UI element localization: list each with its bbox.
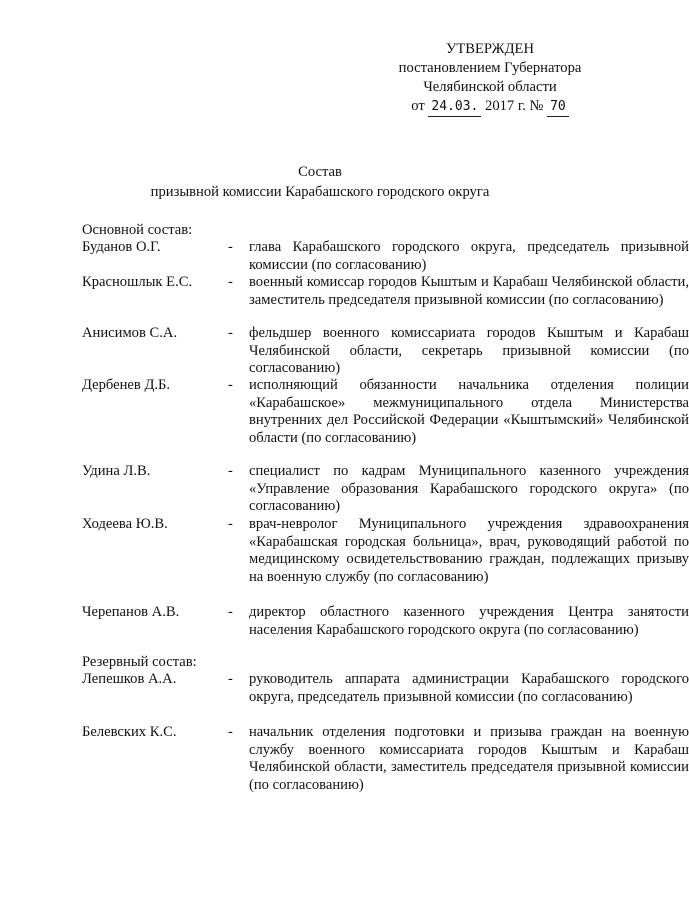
member-dash: - xyxy=(228,463,233,479)
approval-date-line xyxy=(380,97,600,117)
member-name: Ходеева Ю.В. xyxy=(82,516,168,532)
member-name: Черепанов А.В. xyxy=(82,604,180,620)
member-role: врач-невролог Муниципального учреждения здравоохранения «Карабашская городская больница», врач, руководящий работой по медицинскому освидетельствованию граждан, подлежащих призыву на военную службу (по согласованию) xyxy=(249,516,689,585)
approval-line-3: Челябинской области xyxy=(423,79,557,95)
member-dash: - xyxy=(228,604,233,620)
date-prefix: от xyxy=(411,98,425,114)
approval-heading: УТВЕРЖДЕН xyxy=(446,41,534,57)
main-section-label: Основной состав: xyxy=(82,222,193,238)
approval-line-2: постановлением Губернатора xyxy=(398,60,582,76)
document-title xyxy=(0,162,640,202)
member-name: Удина Л.В. xyxy=(82,463,151,479)
member-role: руководитель аппарата администрации Карабашского городского округа, председатель призывной комиссии (по согласованию) xyxy=(249,671,689,705)
member-name: Белевских К.С. xyxy=(82,724,177,740)
approval-stamp xyxy=(380,40,600,117)
member-dash: - xyxy=(228,724,233,740)
title-line-2: призывной комиссии Карабашского городского округа xyxy=(150,184,490,200)
member-name: Лепешков А.А. xyxy=(82,671,177,687)
member-dash: - xyxy=(228,239,233,255)
member-role: глава Карабашского городского округа, председатель призывной комиссии (по согласованию) xyxy=(249,239,689,273)
member-dash: - xyxy=(228,671,233,687)
member-dash: - xyxy=(228,377,233,393)
date-value: 24.03. xyxy=(428,97,481,117)
member-role: специалист по кадрам Муниципального казенного учреждения «Управление образования Карабашского городского округа» (по согласованию) xyxy=(249,463,689,514)
member-name: Анисимов С.А. xyxy=(82,325,178,341)
member-role: директор областного казенного учреждения Центра занятости населения Карабашского городского округа (по согласованию) xyxy=(249,604,689,638)
decree-number: 70 xyxy=(547,97,569,117)
member-role: исполняющий обязанности начальника отделения полиции «Карабашское» межмуниципального отдела Министерства внутренних дел Российской Федерации «Кыштымский» Челябинской области (по согласованию) xyxy=(249,377,689,446)
member-name: Дербенев Д.Б. xyxy=(82,377,171,393)
member-role: фельдшер военного комиссариата городов Кыштым и Карабаш Челябинской области, секретарь призывной комиссии (по согласованию) xyxy=(249,325,689,376)
title-line-1: Состав xyxy=(298,164,342,180)
member-dash: - xyxy=(228,274,233,290)
date-suffix: 2017 г. № xyxy=(485,98,544,114)
member-role: начальник отделения подготовки и призыва граждан на военную службу военного комиссариата городов Кыштым и Карабаш Челябинской области, заместитель председателя призывной комиссии (по согласованию) xyxy=(249,724,689,793)
member-name: Буданов О.Г. xyxy=(82,239,161,255)
member-dash: - xyxy=(228,516,233,532)
member-role: военный комиссар городов Кыштым и Карабаш Челябинской области, заместитель председателя призывной комиссии (по согласованию) xyxy=(249,274,689,308)
reserve-section-label: Резервный состав: xyxy=(82,654,197,670)
member-name: Красношлык Е.С. xyxy=(82,274,193,290)
member-dash: - xyxy=(228,325,233,341)
